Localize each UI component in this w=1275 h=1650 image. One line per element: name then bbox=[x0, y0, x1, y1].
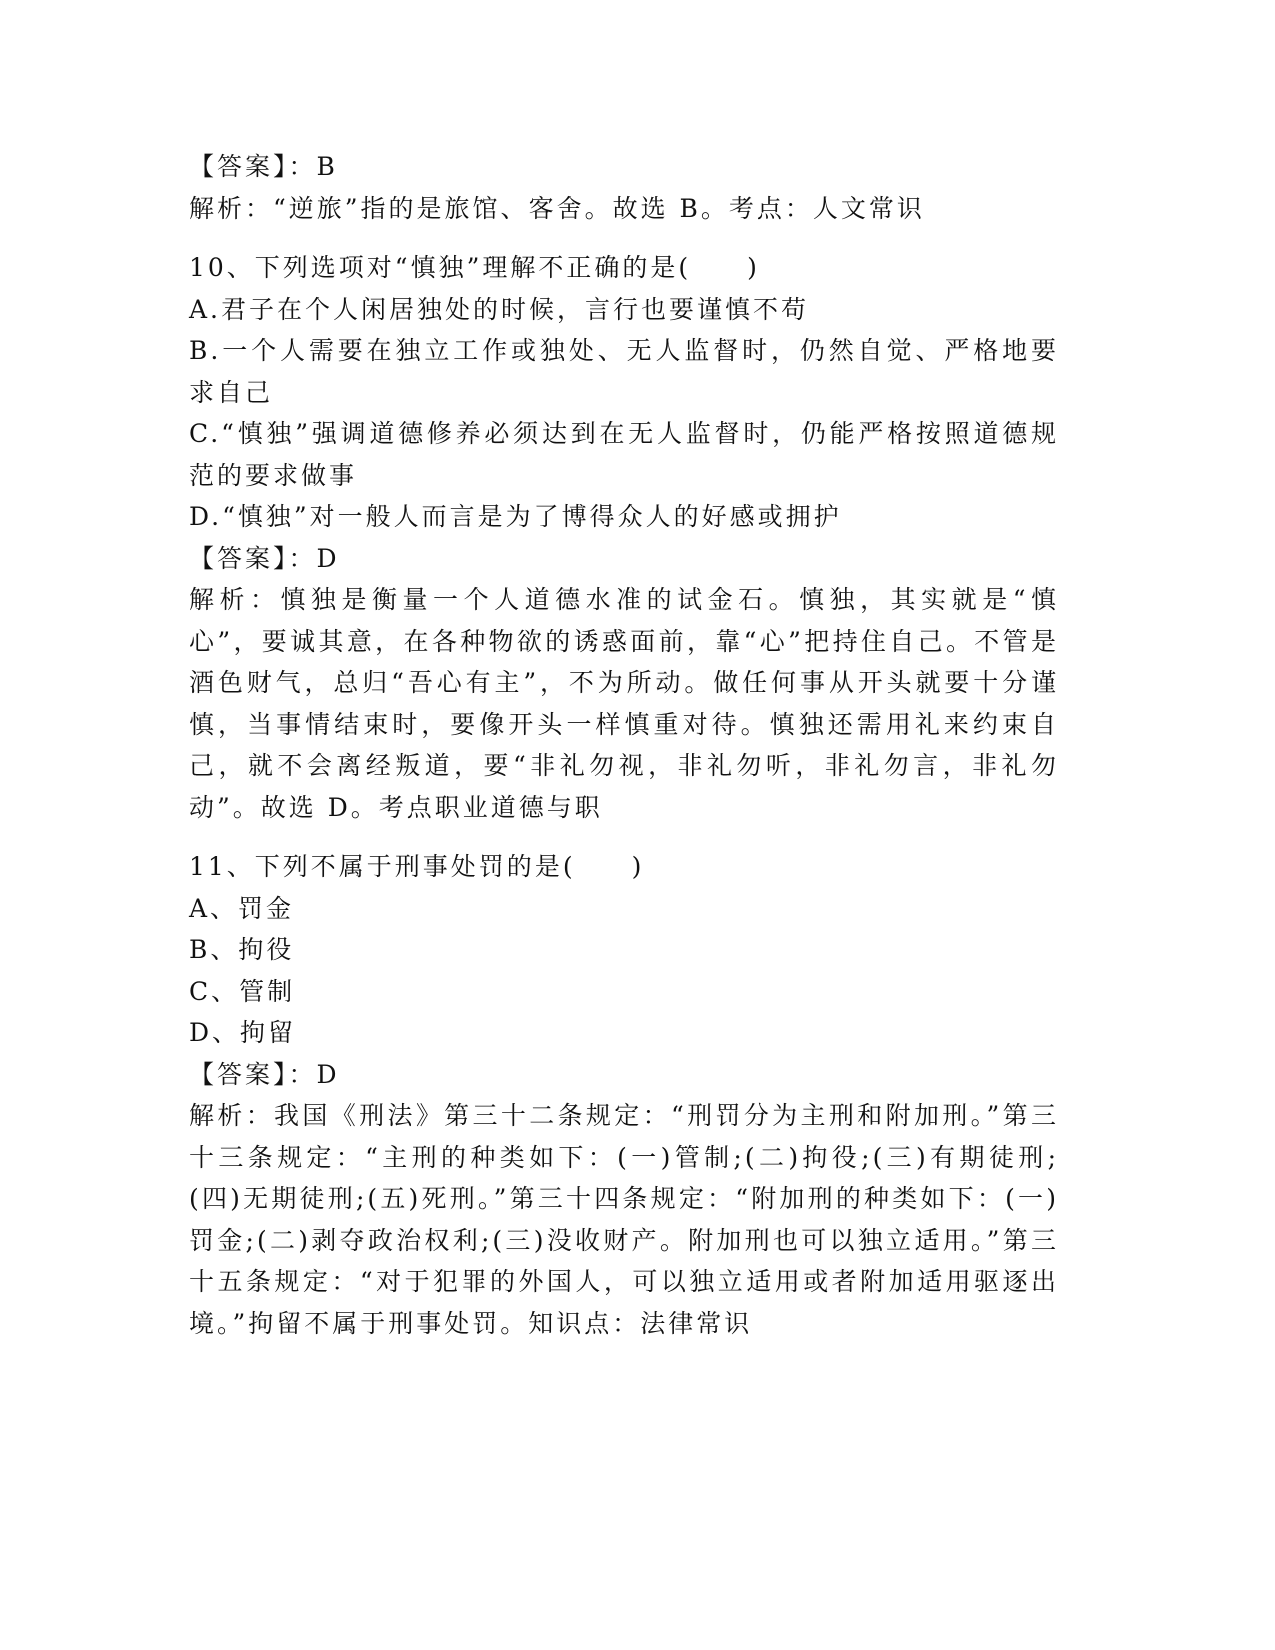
q11-option-c: C、管制 bbox=[189, 976, 296, 1006]
q10-explanation: 解析：慎独是衡量一个人道德水准的试金石。慎独，其实就是“慎心”，要诚其意，在各种物欲的诱惑面前，靠“心”把持住自己。不管是酒色财气，总归“吾心有主”，不为所动。做任何事从开头就要十分谨慎，当事情结束时，要像开头一样慎重对待。慎独还需用礼来约束自己，就不会离经叛道，要“非礼勿视，非礼勿听，非礼勿言，非礼勿动”。故选 D。考点职业道德与职 bbox=[189, 585, 1059, 822]
section-gap bbox=[189, 828, 1059, 846]
page-content bbox=[189, 146, 1059, 1344]
q10-option-a: A.君子在个人闲居独处的时候，言行也要谨慎不苟 bbox=[189, 294, 810, 324]
q10-answer: 【答案】：D bbox=[189, 543, 340, 573]
q11-question: 11、下列不属于刑事处罚的是( ) bbox=[189, 852, 645, 881]
q10-option-c: C.“慎独”强调道德修养必须达到在无人监督时，仍能严格按照道德规范的要求做事 bbox=[189, 419, 1059, 490]
q11-option-d: D、拘留 bbox=[189, 1018, 297, 1047]
section-gap bbox=[189, 229, 1059, 247]
q10-option-b: B.一个人需要在独立工作或独处、无人监督时，仍然自觉、严格地要求自己 bbox=[189, 336, 1059, 407]
q11-explanation: 解析：我国《刑法》第三十二条规定：“刑罚分为主刑和附加刑。”第三十三条规定：“主刑的种类如下：(一)管制;(二)拘役;(三)有期徒刑;(四)无期徒刑;(五)死刑。”第三十四条规定：“附加刑的种类如下：(一)罚金;(二)剥夺政治权利;(三)没收财产。附加刑也可以独立适用。”第三十五条规定：“对于犯罪的外国人，可以独立适用或者附加适用驱逐出境。”拘留不属于刑事处罚。知识点：法律常识 bbox=[189, 1101, 1059, 1338]
q11-option-a: A、罚金 bbox=[189, 893, 295, 923]
q11-option-b: B、拘役 bbox=[189, 935, 295, 964]
q9-explanation: 解析：“逆旅”指的是旅馆、客舍。故选 B。考点：人文常识 bbox=[189, 193, 925, 223]
q11-answer: 【答案】：D bbox=[189, 1059, 340, 1089]
q10-question: 10、下列选项对“慎独”理解不正确的是( ) bbox=[189, 253, 760, 282]
q9-answer: 【答案】：B bbox=[189, 152, 338, 181]
q10-option-d: D.“慎独”对一般人而言是为了博得众人的好感或拥护 bbox=[189, 502, 842, 531]
